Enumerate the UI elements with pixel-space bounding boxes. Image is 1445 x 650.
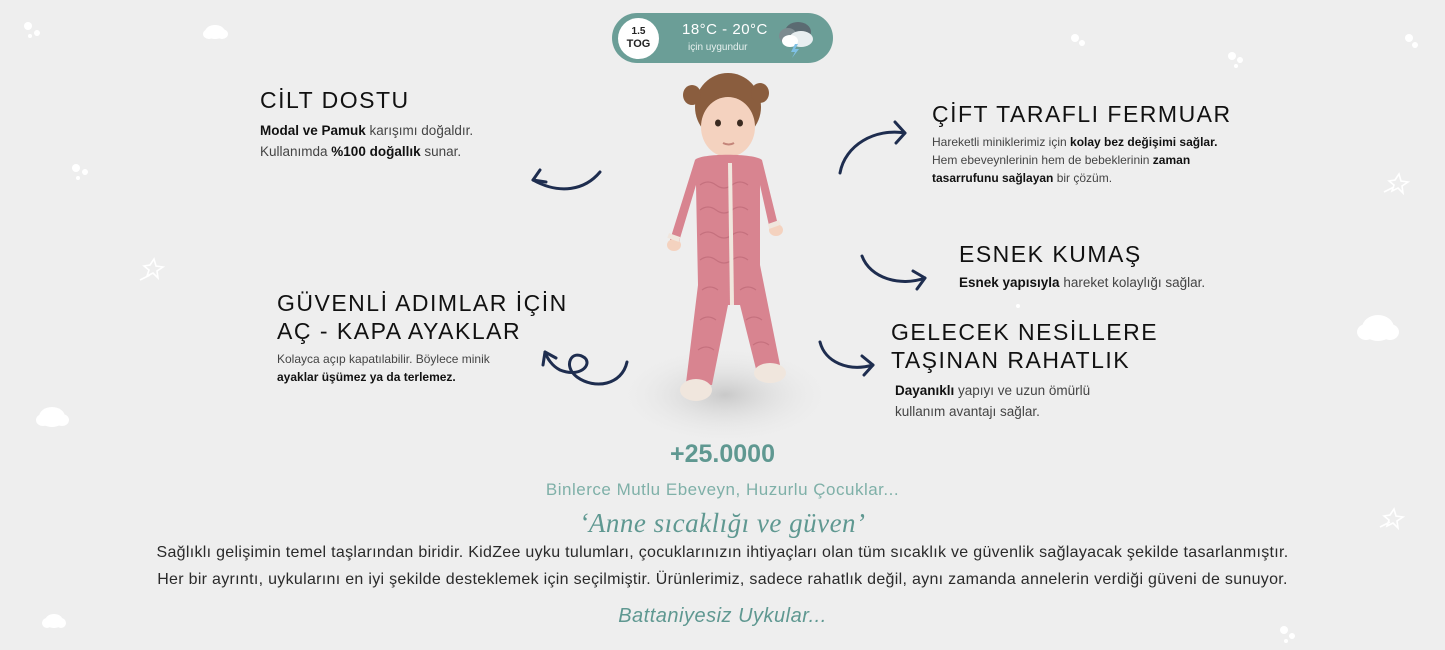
feature-title: ÇİFT TARAFLI FERMUAR — [932, 101, 1232, 127]
arrow-icon — [533, 170, 600, 189]
feature-title: CİLT DOSTU — [260, 87, 410, 113]
feature-title: ESNEK KUMAŞ — [959, 241, 1142, 267]
baby-product-image — [600, 65, 850, 445]
happy-parents-count: +25.0000 — [670, 440, 775, 468]
happy-parents-subtitle: Binlerce Mutlu Ebeveyn, Huzurlu Çocuklar... — [545, 480, 900, 499]
quote-heading: ‘Anne sıcaklığı ve güven’ — [579, 508, 866, 538]
temperature-note: için uygundur — [688, 42, 748, 53]
paragraph-line1: Sağlıklı gelişimin temel taşlarından biridir. KidZee uyku tulumları, çocuklarınızın ihtiyaçları olan tüm sıcaklık ve güvenlik sağlayacak şekilde tasarlanmıştır. — [156, 544, 1289, 561]
feature-description: Esnek yapısıyla hareket kolaylığı sağlar. — [959, 275, 1206, 290]
feature-title-line2: AÇ - KAPA AYAKLAR — [277, 318, 522, 344]
feature-description: Hareketli miniklerimiz için kolay bez değişimi sağlar. Hem ebeveynlerinin hem de bebeklerinin zaman tasarrufunu sağlayan bir çözüm. — [932, 135, 1218, 185]
feature-title-line1: GÜVENLİ ADIMLAR İÇİN — [277, 290, 568, 316]
tagline: Battaniyesiz Uykular... — [618, 605, 827, 627]
temperature-range: 18°C - 20°C — [682, 21, 768, 38]
baby-jumpsuit-illustration — [600, 65, 850, 445]
feature-description: Dayanıklı yapıyı ve uzun ömürlü kullanım avantajı sağlar. — [895, 383, 1091, 419]
tog-value: 1.5 — [631, 26, 646, 37]
feature-description: Modal ve Pamuk karışımı doğaldır. Kullanımda %100 doğallık sunar. — [260, 123, 474, 159]
tog-unit: TOG — [626, 38, 651, 50]
arrow-icon — [862, 256, 925, 289]
feature-title-line1: GELECEK NESİLLERE — [891, 319, 1159, 345]
paragraph-line2: Her bir ayrıntı, uykularını en iyi şekilde desteklemek için seçilmiştir. Ürünlerimiz, sadece rahatlık değil, aynı zamanda annelerin verdiği güveni de sunuyor. — [157, 571, 1288, 588]
feature-title-line2: TAŞINAN RAHATLIK — [891, 347, 1131, 373]
feature-description: Kolayca açıp kapatılabilir. Böylece minik ayaklar üşümez ya da terlemez. — [277, 352, 490, 384]
